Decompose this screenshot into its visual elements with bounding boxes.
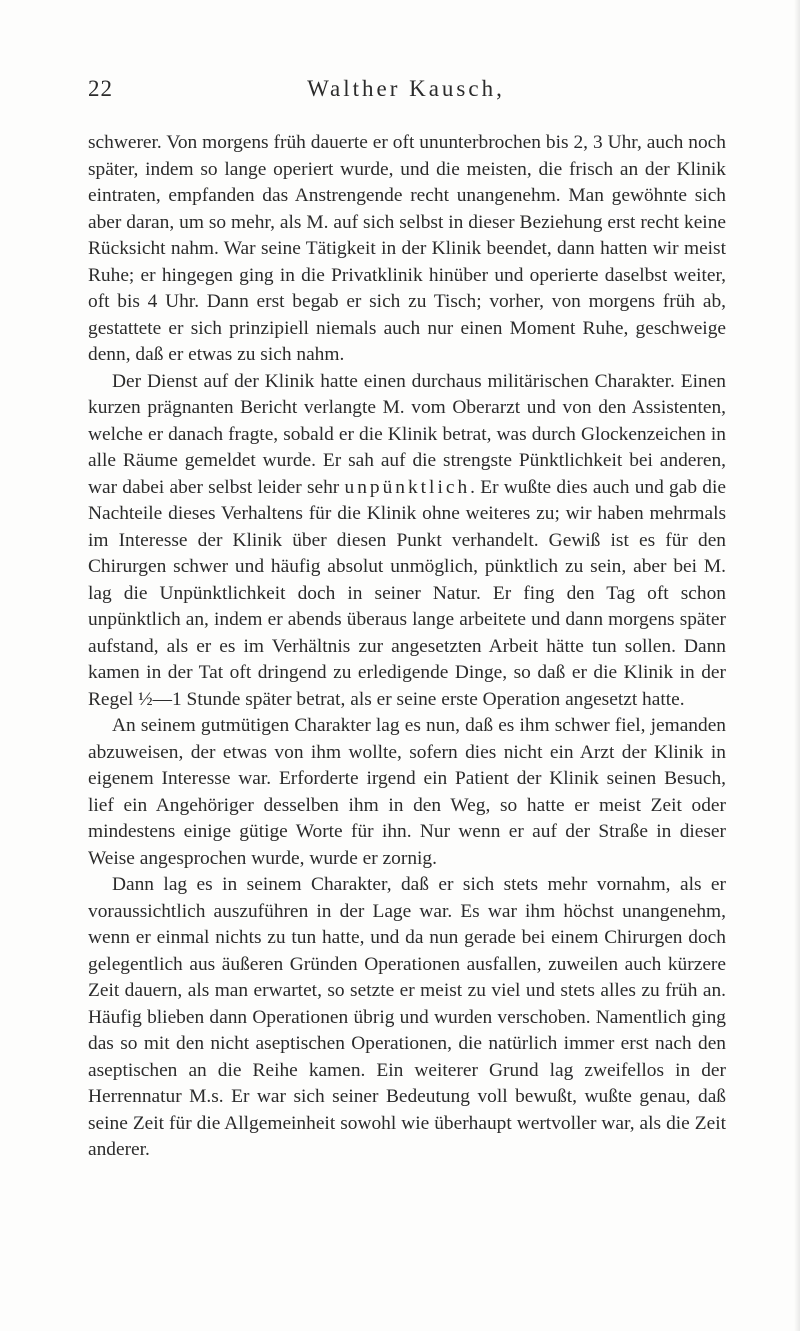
page-edge-shadow — [794, 0, 800, 1331]
emphasized-word: unpünktlich — [344, 476, 471, 498]
paragraph: Dann lag es in seinem Charakter, daß er sich stets mehr vornahm, als er voraussichtlich auszuführen in der Lage war. Es war ihm höchst unangenehm, wenn er einmal nichts zu tun hatte, und da nun gerade bei einem Chirurgen doch gelegentlich aus äußeren Gründen Operationen ausfallen, zuweilen auch kürzere Zeit dauern, als man erwartet, so setzte er meist zu viel und stets alles zu früh an. Häufig blieben dann Operationen übrig und wurden verschoben. Namentlich ging das so mit den nicht aseptischen Operationen, die natürlich immer erst nach den aseptischen an die Reihe kamen. Ein weiterer Grund lag zweifellos in der Herrennatur M.s. Er war sich seiner Bedeutung voll bewußt, wußte genau, daß seine Zeit für die Allgemeinheit sowohl wie überhaupt wertvoller war, als die Zeit anderer. — [88, 874, 726, 1160]
paragraph-text-before-emphasis: Der Dienst auf der Klinik hatte einen durchaus militärischen Charakter. Einen kurzen prägnanten Bericht verlangte M. vom Oberarzt und von den Assistenten, welche er danach fragte, sobald er die Klinik betrat, was durch Glockenzeichen in alle Räume gemeldet wurde. Er sah auf die strengste Pünktlichkeit bei anderen, war dabei aber selbst leider sehr — [88, 370, 726, 498]
paragraph-text-after-emphasis: . Er wußte dies auch und gab die Nachteile dieses Verhaltens für die Klinik ohne weiteres zu; wir haben mehrmals im Interesse der Klinik über diesen Punkt verhandelt. Gewiß ist es für den Chirurgen schwer und häufig absolut unmöglich, pünktlich zu sein, aber bei M. lag die Unpünktlichkeit doch in seiner Natur. Er fing den Tag oft schon unpünktlich an, indem er abends überaus lange arbeitete und dann morgens später aufstand, als er es im Verhältnis zur angesetzten Arbeit hätte tun sollen. Dann kamen in der Tat oft dringend zu erledigende Dinge, so daß er die Klinik in der Regel ½—1 Stunde später betrat, als er seine erste Operation angesetzt hatte. — [88, 476, 726, 710]
page-header — [88, 76, 724, 112]
running-title: Walther Kausch, — [307, 76, 505, 101]
paragraph — [88, 369, 726, 714]
body-text — [88, 130, 726, 1164]
paragraph: An seinem gutmütigen Charakter lag es nun, daß es ihm schwer fiel, jemanden abzuweisen, der etwas von ihm wollte, sofern dies nicht ein Arzt der Klinik in eigenem Interesse war. Erforderte irgend ein Patient der Klinik seinen Besuch, lief ein Angehöriger desselben ihm in den Weg, so hatte er meist Zeit oder mindestens einige gütige Worte für ihn. Nur wenn er auf der Straße in dieser Weise angesprochen wurde, wurde er zornig. — [88, 715, 726, 869]
paragraph: schwerer. Von morgens früh dauerte er oft ununterbrochen bis 2, 3 Uhr, auch noch später, indem so lange operiert wurde, und die meisten, die frisch an der Klinik eintraten, empfanden das Anstrengende recht unangenehm. Man gewöhnte sich aber daran, um so mehr, als M. auf sich selbst in dieser Beziehung erst recht keine Rücksicht nahm. War seine Tätigkeit in der Klinik beendet, dann hatten wir meist Ruhe; er hingegen ging in die Privatklinik hinüber und operierte daselbst weiter, oft bis 4 Uhr. Dann erst begab er sich zu Tisch; vorher, von morgens früh ab, gestattete er sich prinzipiell niemals auch nur einen Moment Ruhe, geschweige denn, daß er etwas zu sich nahm. — [88, 132, 726, 365]
page-number: 22 — [88, 76, 113, 101]
